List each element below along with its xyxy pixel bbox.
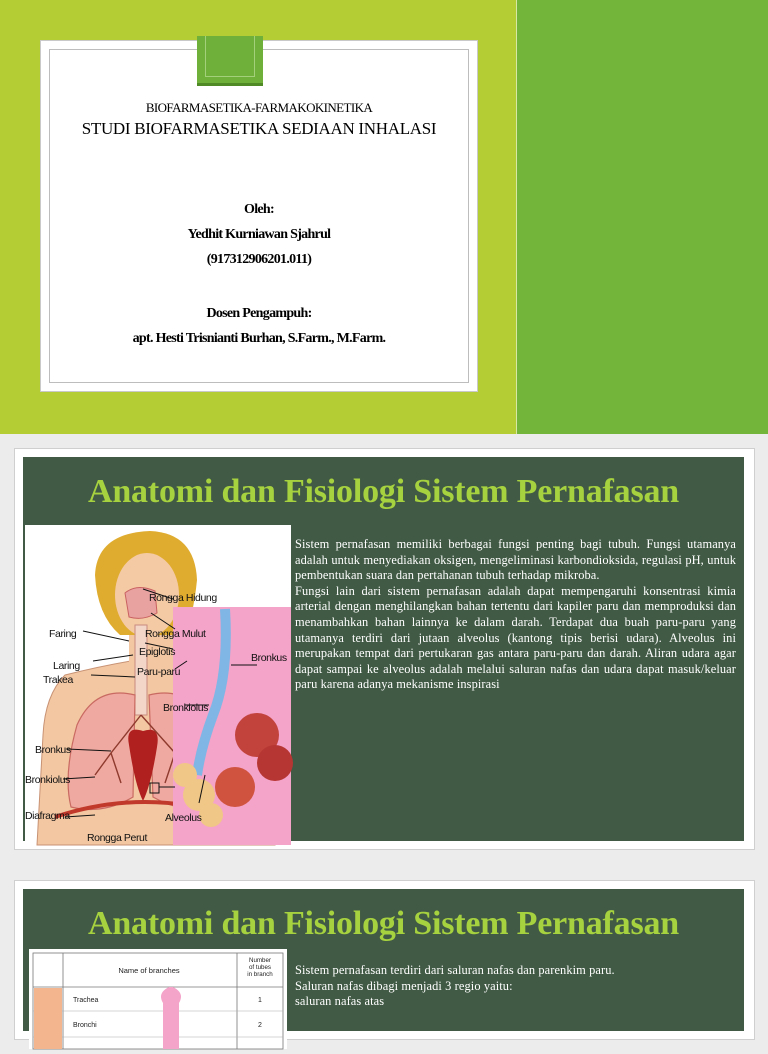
slide-body-text <box>295 963 736 1010</box>
table-row-name: Bronchi <box>73 1022 97 1029</box>
table-header-count: Number of tubes in branch <box>247 957 273 978</box>
author-id: (917312906201.011) <box>206 252 312 267</box>
label-alveolus: Alveolus <box>165 812 202 824</box>
body-line-2: Saluran nafas dibagi menjadi 3 regio yaitu: <box>295 978 513 993</box>
slide-heading: Anatomi dan Fisiologi Sistem Pernafasan <box>87 905 679 942</box>
table-row-count: 2 <box>258 1022 262 1029</box>
table-row-name: Trachea <box>73 997 99 1004</box>
presentation-title: STUDI BIOFARMASETIKA SEDIAAN INHALASI <box>81 119 437 138</box>
slide-body-text <box>295 537 736 693</box>
lecturer-label: Dosen Pengampuh: <box>206 306 312 321</box>
slide-panel <box>23 889 744 1031</box>
body-line-3: saluran nafas atas <box>295 994 385 1009</box>
anatomy-slide-2 <box>14 880 755 1040</box>
airway-table-graphic <box>29 949 287 1049</box>
label-trakea: Trakea <box>43 674 73 686</box>
table-header-name: Name of branches <box>118 966 180 975</box>
course-name: BIOFARMASETIKA-FARMAKOKINETIKA <box>145 100 373 115</box>
anatomy-slide <box>14 448 755 850</box>
title-card-tab <box>197 36 263 86</box>
label-rongga-perut: Rongga Perut <box>87 832 147 844</box>
author-label: Oleh: <box>244 202 274 217</box>
label-paru-paru: Paru-paru <box>137 666 181 678</box>
slide-panel <box>23 457 744 844</box>
lecturer-name: apt. Hesti Trisnianti Burhan, S.Farm., M.Farm. <box>132 331 386 346</box>
table-row-count: 1 <box>258 997 262 1004</box>
respiratory-system-illustration <box>25 525 291 845</box>
paragraph-1: Sistem pernafasan memiliki berbagai fungsi penting bagi tubuh. Fungsi utamanya adalah untuk menyediakan oksigen, mengeliminasi karbondioksida, regulasi pH, untuk pembentukan suara dan pertahanan tubuh terhadap mikroba. <box>295 537 736 583</box>
paragraph-2: Fungsi lain dari sistem pernafasan adalah dapat mempengaruhi konsentrasi kimia arterial dengan menghilangkan bahan tertentu dari kapiler paru dan memproduksi dan menambahkan bahan lainnya ke dalam darah. Terdapat dua buah paru-paru yang utamanya terdiri dari jutaan alveolus (kantong tipis berisi udara). Alveolus ini merupakan tempat dari pertukaran gas antara paru-paru dan darah. Aliran udara agar dapat sampai ke alveolus adalah melalui saluran nafas dan udara dapat masuk/keluar paru karena adanya mekanisme inspirasi <box>295 583 736 692</box>
label-bronkus-left: Bronkus <box>35 744 71 756</box>
label-rongga-hidung: Rongga Hidung <box>149 592 217 604</box>
title-slide-side-panel <box>516 0 768 434</box>
author-name: Yedhit Kurniawan Sjahrul <box>187 227 331 242</box>
label-bronkus-right: Bronkus <box>251 652 287 664</box>
airway-branches-table-figure <box>29 949 287 1049</box>
label-faring: Faring <box>49 628 77 640</box>
label-rongga-mulut: Rongga Mulut <box>145 628 206 640</box>
label-bronkiolus-top: Bronkiolus <box>163 702 209 714</box>
label-bronkiolus-left: Bronkiolus <box>25 774 71 786</box>
label-laring: Laring <box>53 660 80 672</box>
label-diafragma: Diafragma <box>25 810 70 822</box>
body-line-1: Sistem pernafasan terdiri dari saluran nafas dan parenkim paru. <box>295 963 615 977</box>
label-epiglotis: Epiglotis <box>139 646 176 658</box>
slide-heading: Anatomi dan Fisiologi Sistem Pernafasan <box>87 473 679 510</box>
respiratory-diagram <box>25 525 291 845</box>
title-slide <box>0 0 768 434</box>
